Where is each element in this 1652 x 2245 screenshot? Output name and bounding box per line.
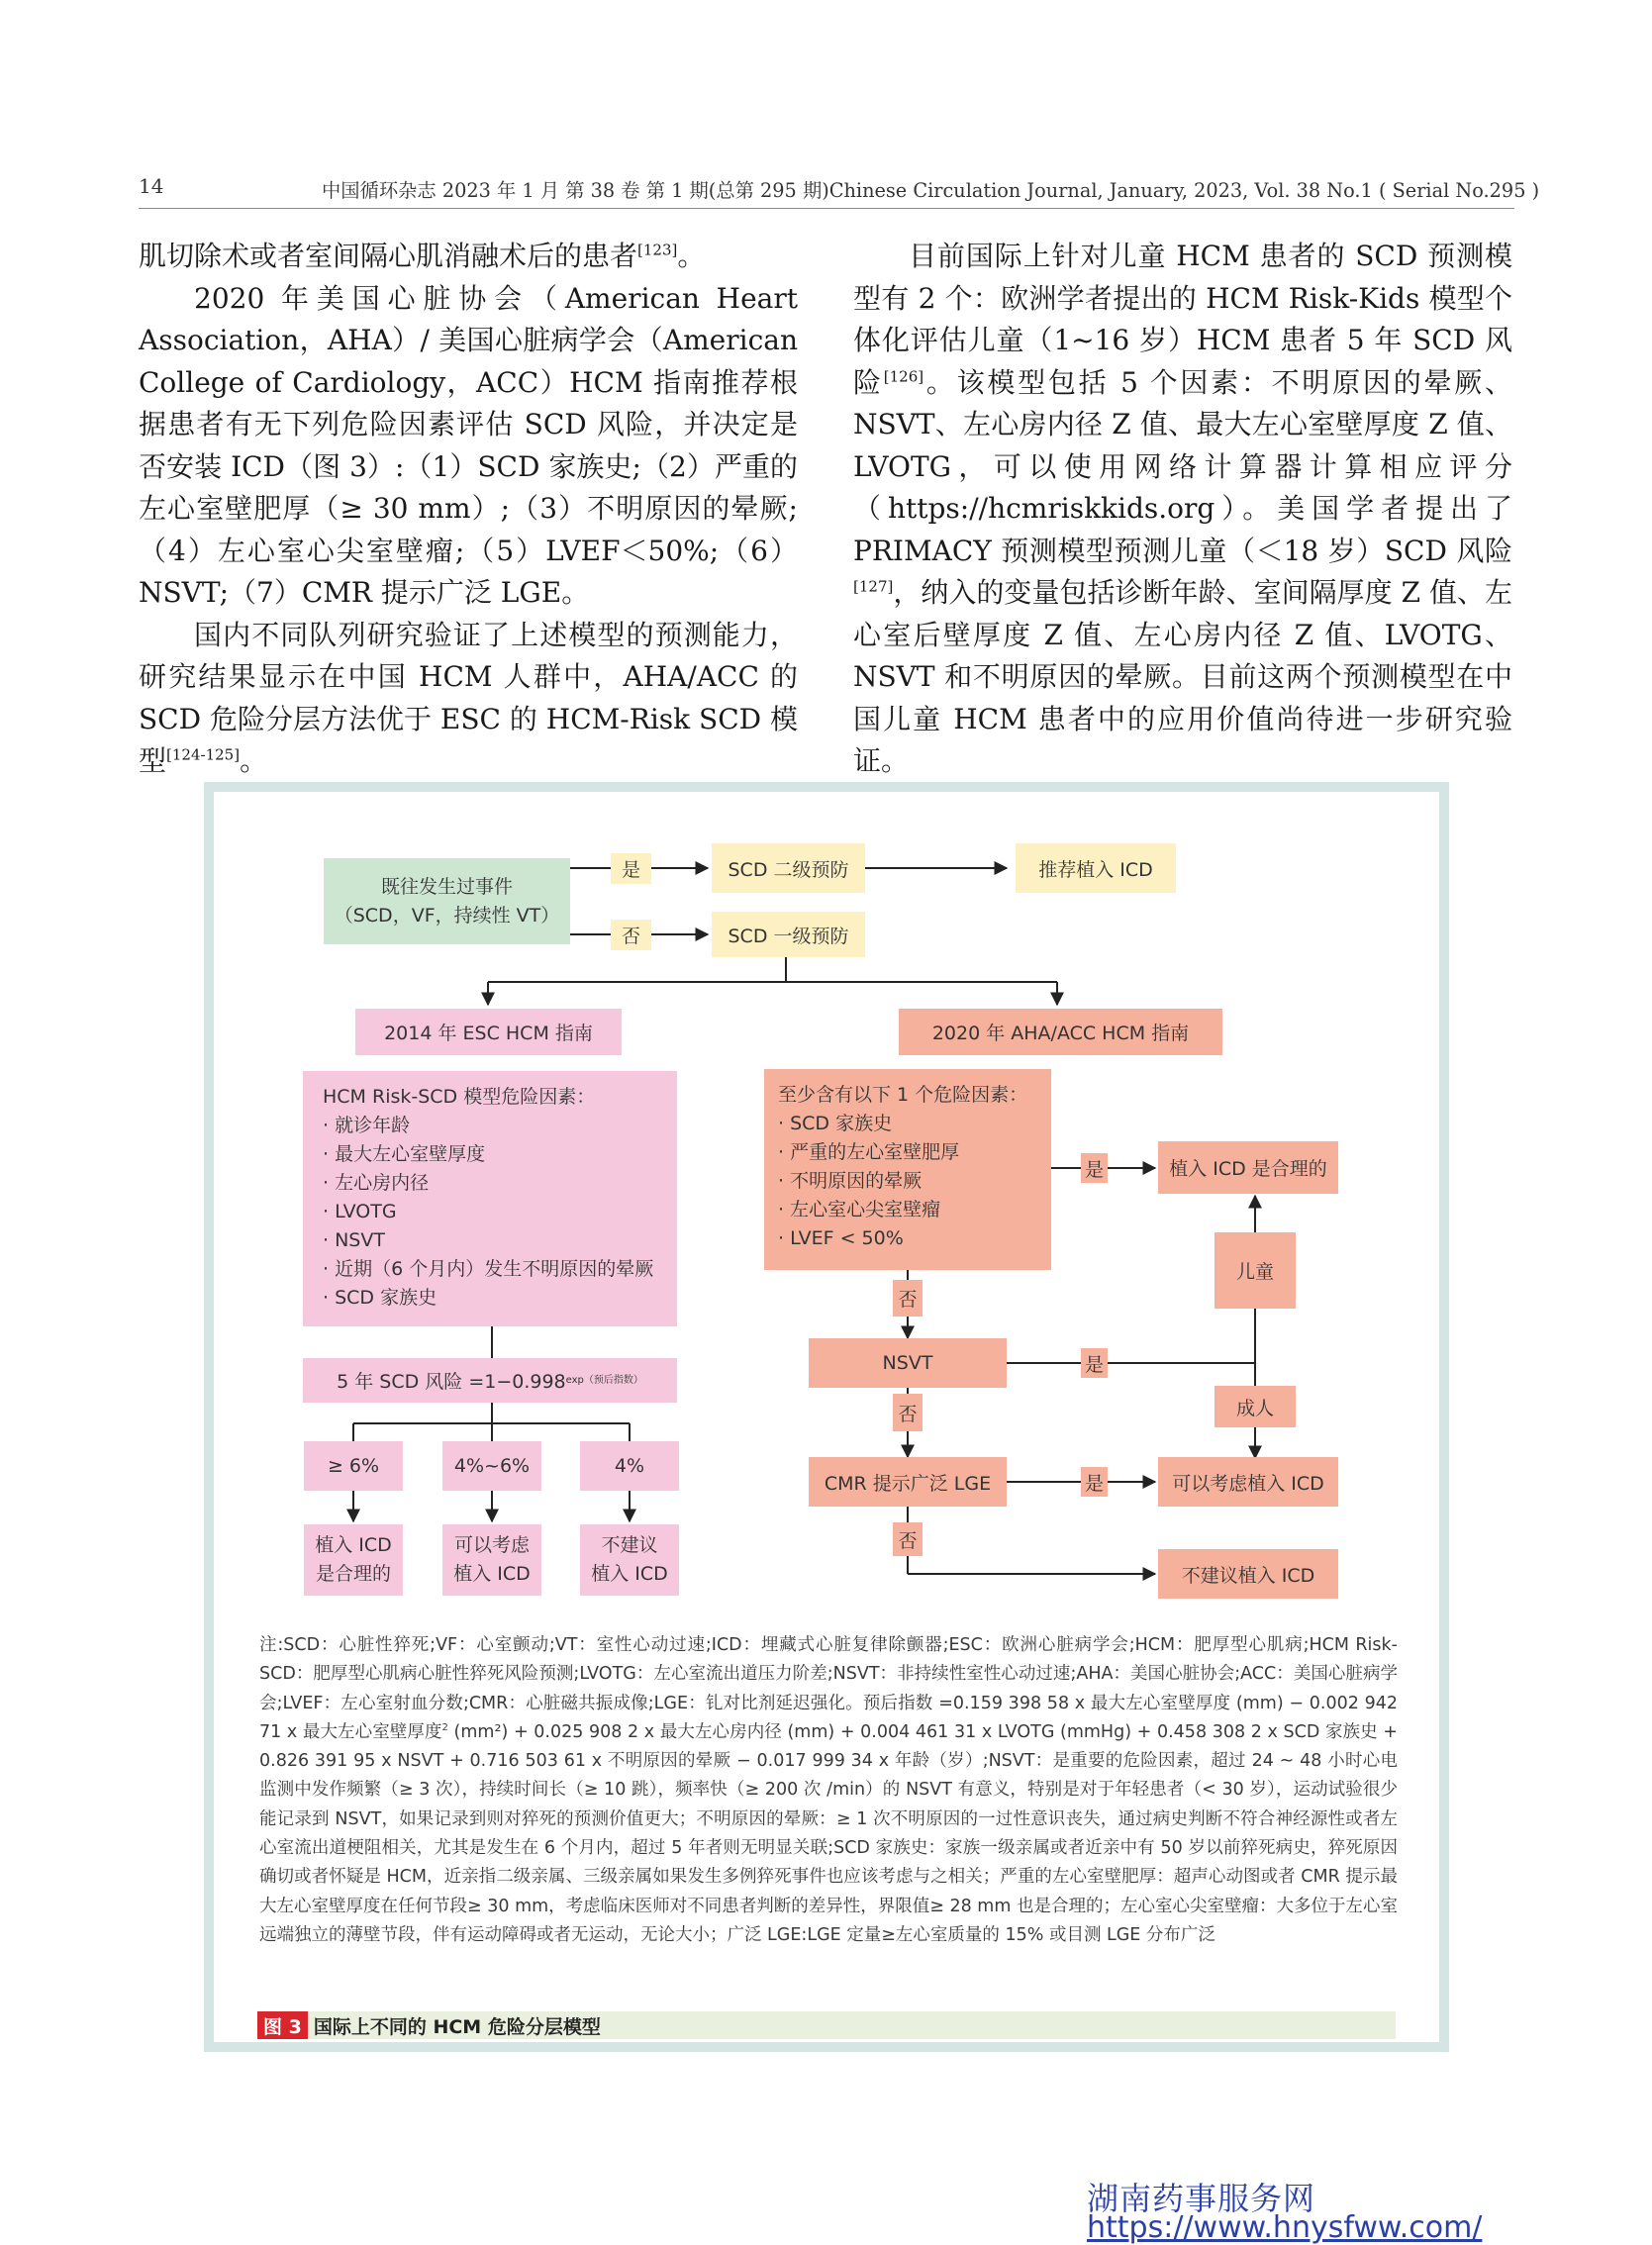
no-label: 否 (893, 1522, 923, 1556)
esc-factor-item: · LVOTG (323, 1201, 397, 1222)
esc-factor-item: · SCD 家族史 (323, 1287, 437, 1309)
secondary-prevention-box: SCD 二级预防 (712, 843, 865, 893)
aha-factor-item: · SCD 家族史 (778, 1113, 893, 1134)
outcome-high-box: 植入 ICD 是合理的 (304, 1524, 403, 1596)
primary-prevention-box: SCD 一级预防 (712, 912, 865, 957)
nsvt-box: NSVT (809, 1338, 1007, 1388)
esc-factor-item: · 就诊年龄 (323, 1115, 411, 1136)
watermark-url[interactable]: https://www.hnysfww.com/ (1087, 2210, 1483, 2245)
figure-caption-label: 图 3 (257, 2011, 308, 2039)
risk-mid-box: 4%~6% (442, 1441, 541, 1491)
left-paragraph-1: 肌切除术或者室间隔心肌消融术后的患者[123]。 (139, 240, 706, 272)
yes-label: 是 (611, 853, 651, 884)
figure-notes: 注:SCD：心脏性猝死;VF：心室颤动;VT：室性心动过速;ICD：埋藏式心脏复律除颤器;ESC：欧洲心脏病学会;HCM：肥厚型心肌病;HCM Risk-SCD：肥厚型心肌病心脏性猝死风险预测;LVOTG：左心室流出道压力阶差;NSVT：非持续性室性心动过速;AHA：美国心脏协会;ACC：美国心脏病学会;LVEF：左心室射血分数;CMR：心脏磁共振成像;LGE：钆对比剂延迟强化。预后指数 =0.159 398 58 x 最大左心室壁厚度 (mm) − 0.002 942 71 x 最大左心室壁厚度$^2$ (mm²) + 0.025 908 2 x 最大左心房内径 (mm) + 0.004 461 31 x LVOTG (mmHg) + 0.458 308 2 x SCD 家族史 + 0.826 391 95 x NSVT + 0.716 503 61 x 不明原因的晕厥 − 0.017 999 34 x 年龄（岁）;NSVT：是重要的危险因素，超过 24 ~ 48 小时心电监测中发作频繁（≥ 3 次），持续时间长（≥ 10 跳），频率快（≥ 200 次 /min）的 NSVT 有意义，特别是对于年轻患者（< 30 岁），运动试验很少能记录到 NSVT，如果记录到则对猝死的预测价值更大；不明原因的晕厥：≥ 1 次不明原因的一过性意识丧失，通过病史判断不符合神经源性或者左心室流出道梗阻相关，尤其是发生在 6 个月内，超过 5 年者则无明显关联;SCD 家族史：家族一级亲属或者近亲中有 50 岁以前猝死病史，猝死原因确切或者怀疑是 HCM，近亲指二级亲属、三级亲属如果发生多例猝死事件也应该考虑与之相关；严重的左心室壁肥厚：超声心动图或者 CMR 提示最大左心室壁厚度在任何节段≥ 30 mm，考虑临床医师对不同患者判断的差异性，界限值≥ 28 mm 也是合理的；左心室心尖室壁瘤：大多位于左心室远端独立的薄壁节段，伴有运动障碍或者无运动，无论大小；广泛 LGE:LGE 定量≥左心室质量的 15% 或目测 LGE 分布广泛 (259, 1635, 1399, 1945)
icd-reasonable-box: 植入 ICD 是合理的 (1158, 1141, 1338, 1194)
adult-box: 成人 (1215, 1386, 1296, 1427)
may-consider-icd-box: 可以考虑植入 ICD (1158, 1457, 1338, 1507)
page-number: 14 (139, 174, 164, 198)
aha-guideline-box: 2020 年 AHA/ACC HCM 指南 (899, 1009, 1222, 1055)
watermark-site-name: 湖南药事服务网 (1087, 2180, 1316, 2217)
esc-factors-title: HCM Risk-SCD 模型危险因素： (323, 1086, 596, 1108)
esc-factor-item: · NSVT (323, 1229, 385, 1251)
outcome-mid-box: 可以考虑 植入 ICD (442, 1524, 541, 1596)
aha-factor-item: · 严重的左心室壁肥厚 (778, 1141, 960, 1163)
cmr-box: CMR 提示广泛 LGE (809, 1457, 1007, 1507)
risk-high-box: ≥ 6% (304, 1441, 403, 1491)
yes-label: 是 (1081, 1467, 1108, 1497)
risk-formula-box: 5 年 SCD 风险 =1−0.998 exp（预后指数） (303, 1358, 677, 1403)
esc-factor-item: · 左心房内径 (323, 1172, 430, 1194)
outcome-low-box: 不建议 植入 ICD (580, 1524, 679, 1596)
not-recommended-icd-box: 不建议植入 ICD (1158, 1549, 1338, 1599)
figure-caption-text: 国际上不同的 HCM 危险分层模型 (313, 2015, 601, 2038)
left-paragraph-2: 2020 年美国心脏协会（American Heart Association，AHA）/ 美国心脏病学会（American College of Cardiology，ACC）HCM 指南推荐根据患者有无下列危险因素评估 SCD 风险，并决定是否安装 ICD（图 3）:（1）SCD 家族史;（2）严重的左心室壁肥厚（≥ 30 mm）;（3）不明原因的晕厥;（4）左心室心尖室壁瘤;（5）LVEF＜50%;（6）NSVT;（7）CMR 提示广泛 LGE。 (139, 281, 798, 609)
no-label: 否 (893, 1280, 923, 1317)
aha-factors-title: 至少含有以下 1 个危险因素： (778, 1084, 1028, 1106)
aha-factor-item: · 不明原因的晕厥 (778, 1170, 923, 1192)
esc-guideline-box: 2014 年 ESC HCM 指南 (355, 1009, 622, 1055)
yes-label: 是 (1081, 1153, 1108, 1183)
children-box: 儿童 (1215, 1232, 1296, 1309)
esc-factor-item: · 最大左心室壁厚度 (323, 1143, 486, 1165)
figure-caption (257, 2011, 1396, 2039)
aha-factors-box (764, 1069, 1051, 1270)
left-paragraph-3: 国内不同队列研究验证了上述模型的预测能力，研究结果显示在中国 HCM 人群中，AHA/ACC 的 SCD 危险分层方法优于 ESC 的 HCM-Risk SCD 模型[124-125]。 (139, 618, 798, 777)
prior-event-box: 既往发生过事件 （SCD，VF，持续性 VT） (324, 858, 570, 944)
esc-factors-box (303, 1071, 677, 1326)
no-label: 否 (611, 920, 651, 950)
aha-factor-item: · LVEF < 50% (778, 1227, 904, 1249)
yes-label: 是 (1081, 1348, 1108, 1378)
risk-low-box: 4% (580, 1441, 679, 1491)
no-label: 否 (893, 1394, 923, 1431)
aha-factor-item: · 左心室心尖室壁瘤 (778, 1199, 941, 1220)
right-paragraph-1: 目前国际上针对儿童 HCM 患者的 SCD 预测模型有 2 个：欧洲学者提出的 HCM Risk-Kids 模型个体化评估儿童（1~16 岁）HCM 患者 5 年 SCD 风险[126]。该模型包括 5 个因素：不明原因的晕厥、NSVT、左心房内径 Z 值、最大左心室壁厚度 Z 值、LVOTG，可以使用网络计算器计算相应评分（https://hcmriskkids.org）。美国学者提出了 PRIMACY 预测模型预测儿童（＜18 岁）SCD 风险[127]，纳入的变量包括诊断年龄、室间隔厚度 Z 值、左心室后壁厚度 Z 值、左心房内径 Z 值、LVOTG、NSVT 和不明原因的晕厥。目前这两个预测模型在中国儿童 HCM 患者中的应用价值尚待进一步研究验证。 (853, 240, 1512, 777)
esc-factor-item: · 近期（6 个月内）发生不明原因的晕厥 (323, 1258, 654, 1280)
recommend-icd-box: 推荐植入 ICD (1016, 843, 1176, 893)
running-title: 中国循环杂志 2023 年 1 月 第 38 卷 第 1 期(总第 295 期)Chinese Circulation Journal, January, 2023, Vol. 38 No.1 ( Serial No.295 ) (322, 179, 1540, 202)
